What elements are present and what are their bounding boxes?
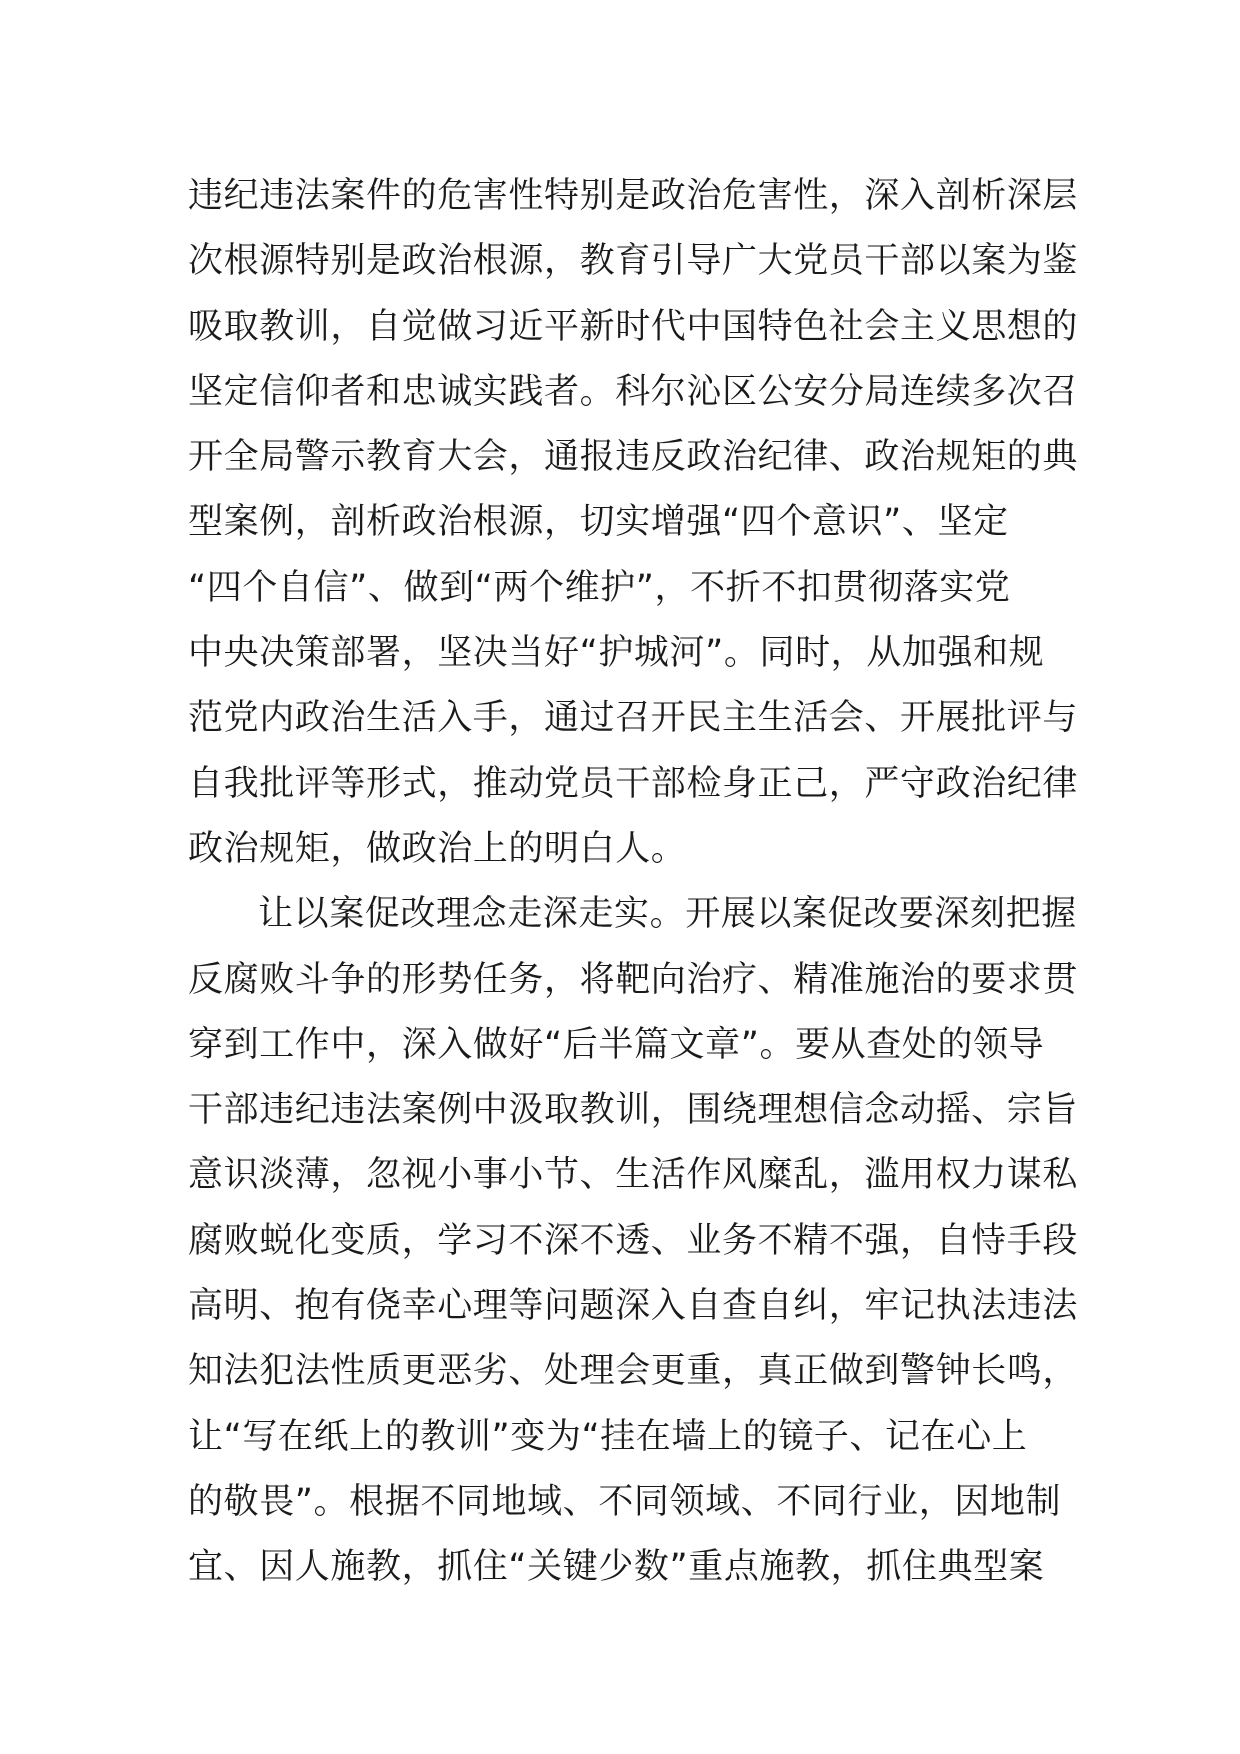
text-line: 违纪违法案件的危害性特别是政治危害性，深入剖析深层	[188, 176, 1079, 216]
text-line: 干部违纪违法案例中汲取教训，围绕理想信念动摇、宗旨	[188, 1090, 1079, 1131]
text-line: 型案例，剖析政治根源，切实增强“四个意识”、坚定	[188, 502, 1009, 543]
text-line: 高明、抱有侥幸心理等问题深入自查自纠，牢记执法违法	[188, 1286, 1079, 1327]
text-line: 腐败蜕化变质，学习不深不透、业务不精不强，自恃手段	[188, 1220, 1079, 1261]
text-line: 政治规矩，做政治上的明白人。	[188, 828, 687, 869]
text-line: 范党内政治生活入手，通过召开民主生活会、开展批评与	[188, 698, 1079, 739]
text-line: 知法犯法性质更恶劣、处理会更重，真正做到警钟长鸣，	[188, 1351, 1079, 1392]
document-body	[188, 164, 1079, 1601]
text-line: 反腐败斗争的形势任务，将靶向治疗、精准施治的要求贯	[188, 959, 1079, 1000]
text-line: 次根源特别是政治根源，教育引导广大党员干部以案为鉴	[188, 241, 1079, 282]
text-line: 坚定信仰者和忠诚实践者。科尔沁区公安分局连续多次召	[188, 371, 1079, 412]
text-line: 穿到工作中，深入做好“后半篇文章”。要从查处的领导	[188, 1024, 1045, 1065]
text-line: 自我批评等形式，推动党员干部检身正己，严守政治纪律	[188, 763, 1079, 804]
paragraph-first-line: 让以案促改理念走深走实。开展以案促改要深刻把握	[258, 894, 1077, 935]
text-line: 开全局警示教育大会，通报违反政治纪律、政治规矩的典	[188, 437, 1079, 478]
text-line: 宜、因人施教，抓住“关键少数”重点施教，抓住典型案	[188, 1547, 1045, 1588]
text-line: 吸取教训，自觉做习近平新时代中国特色社会主义思想的	[188, 306, 1079, 347]
text-line: 让“写在纸上的教训”变为“挂在墙上的镜子、记在心上	[188, 1416, 1028, 1457]
paragraph-2	[188, 882, 1079, 1600]
paragraph-1	[188, 164, 1079, 882]
text-line: “四个自信”、做到“两个维护”，不折不扣贯彻落实党	[188, 567, 1011, 608]
text-line: 的敬畏”。根据不同地域、不同领域、不同行业，因地制	[188, 1481, 1062, 1522]
text-line: 意识淡薄，忽视小事小节、生活作风糜乱，滥用权力谋私	[188, 1155, 1079, 1196]
text-line: 中央决策部署，坚决当好“护城河”。同时，从加强和规	[188, 633, 1045, 674]
